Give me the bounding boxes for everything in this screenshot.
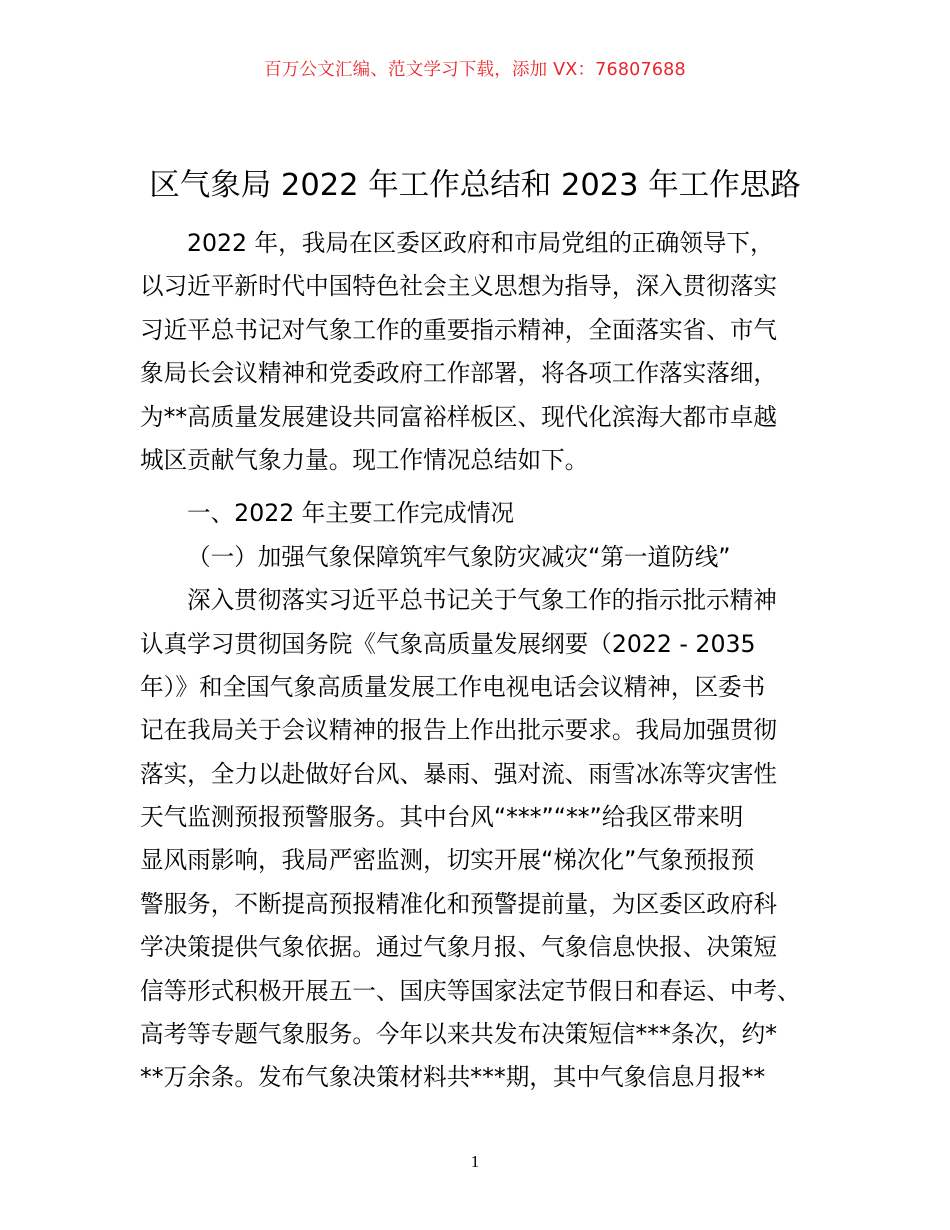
page-number: 1 — [470, 1152, 480, 1171]
body-line: 为**高质量发展建设共同富裕样板区、现代化滨海大都市卓越 — [140, 402, 778, 431]
body-line: **万余条。发布气象决策材料共***期，其中气象信息月报** — [140, 1063, 766, 1092]
body-line: 习近平总书记对气象工作的重要指示精神，全面落实省、市气 — [140, 315, 778, 344]
body-line: 2022 年，我局在区委区政府和市局党组的正确领导下， — [187, 229, 774, 257]
body-line: 年）》和全国气象高质量发展工作电视电话会议精神，区委书 — [140, 672, 766, 701]
body-line: 以习近平新时代中国特色社会主义思想为指导，深入贯彻落实 — [140, 272, 778, 301]
body-line: 深入贯彻落实习近平总书记关于气象工作的指示批示精神 — [187, 586, 777, 615]
promo-banner: 百万公文汇编、范文学习下载，添加 VX：76807688 — [264, 60, 686, 80]
body-line: 警服务，不断提高预报精准化和预警提前量，为区委区政府科 — [140, 889, 778, 918]
body-line: 信等形式积极开展五一、国庆等国家法定节假日和春运、中考、 — [140, 976, 801, 1005]
body-line: 城区贡献气象力量。现工作情况总结如下。 — [140, 445, 589, 474]
body-line: 学决策提供气象依据。通过气象月报、气象信息快报、决策短 — [140, 933, 778, 962]
body-line: 落实，全力以赴做好台风、暴雨、强对流、雨雪冰冻等灾害性 — [140, 759, 778, 788]
body-line: 记在我局关于会议精神的报告上作出批示要求。我局加强贯彻 — [140, 716, 778, 745]
body-line: 天气监测预报预警服务。其中台风“***”“**”给我区带来明 — [140, 803, 744, 832]
body-line: 认真学习贯彻国务院《气象高质量发展纲要（2022 - 2035 — [140, 629, 756, 658]
body-line: 高考等专题气象服务。今年以来共发布决策短信***条次，约* — [140, 1020, 778, 1049]
body-line: 象局长会议精神和党委政府工作部署，将各项工作落实落细， — [140, 359, 778, 388]
subsection-heading: （一）加强气象保障筑牢气象防灾减灾“第一道防线” — [187, 542, 731, 571]
section-heading: 一、2022 年主要工作完成情况 — [187, 499, 515, 528]
document-body — [140, 222, 830, 1100]
body-line: 显风雨影响，我局严密监测，切实开展“梯次化”气象预报预 — [140, 846, 755, 875]
document-title: 区气象局 2022 年工作总结和 2023 年工作思路 — [149, 168, 801, 203]
